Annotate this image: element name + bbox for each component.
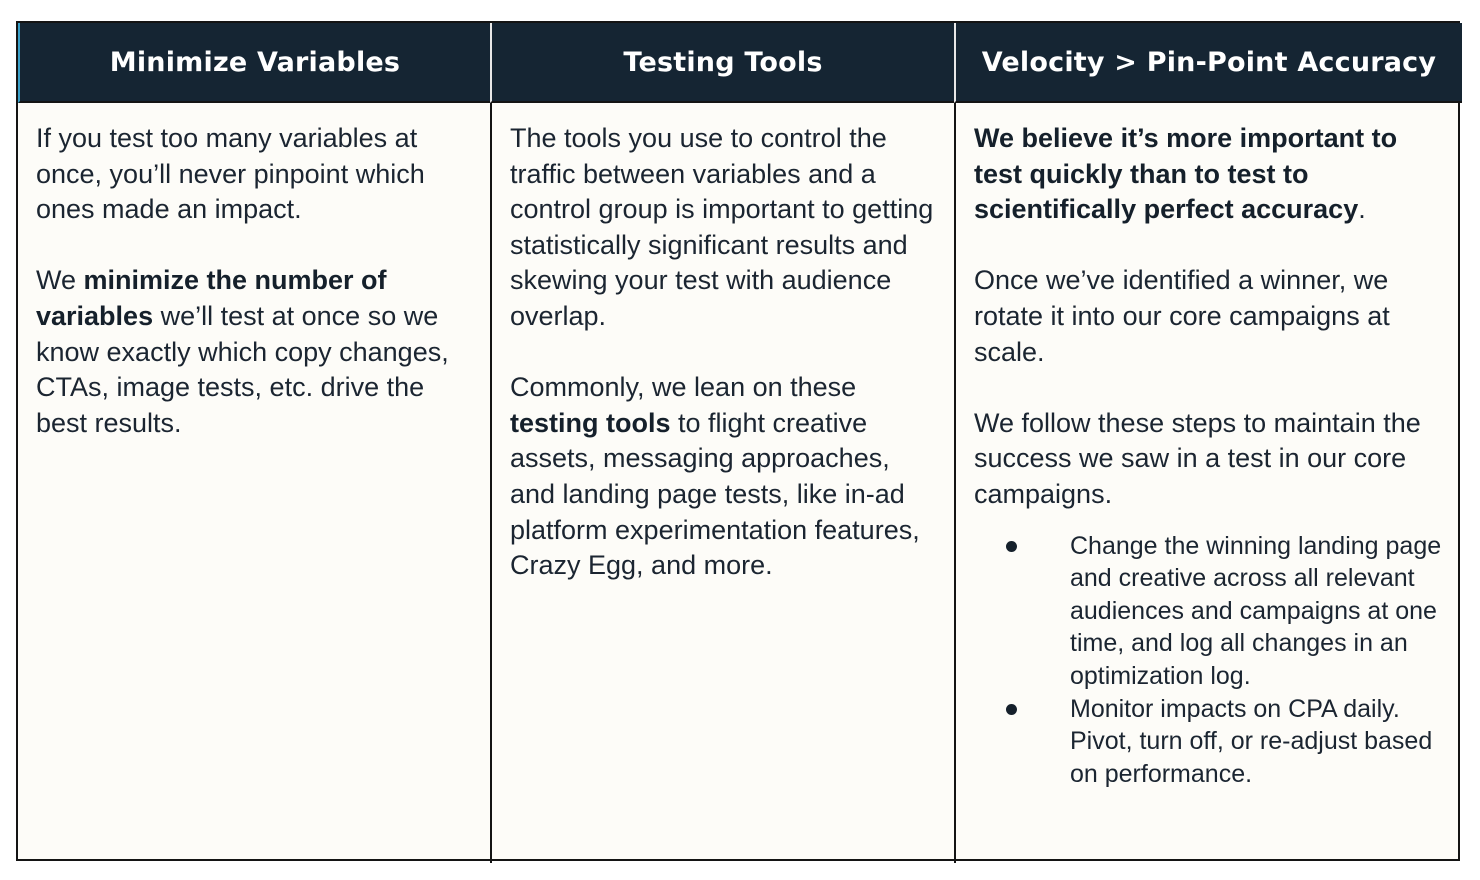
bold-text: testing tools [510, 407, 671, 438]
list-item-text: Change the winning landing page and creative across all relevant audiences and campaigns at one time, and log all changes in an optimization log. [1070, 531, 1442, 690]
paragraph: The tools you use to control the traffic between variables and a control group is important to getting statistically significant results and skewing your test with audience overlap. [510, 123, 934, 331]
bullet-list [974, 530, 1444, 791]
column-header-velocity: Velocity > Pin-Point Accuracy [954, 23, 1462, 103]
paragraph: We follow these steps to maintain the success we saw in a test in our core campaigns. [974, 407, 1421, 509]
column-header-minimize-variables: Minimize Variables [18, 23, 490, 103]
cell-velocity [954, 103, 1462, 863]
bold-text: minimize the number of variables [36, 265, 387, 331]
cell-testing-tools [490, 103, 954, 863]
paragraph [974, 121, 1444, 228]
bold-text: We believe it’s more important to test quickly than to test to scientifically perfect accuracy [974, 123, 1398, 225]
paragraph: Once we’ve identified a winner, we rotate it into our core campaigns at scale. [974, 265, 1390, 367]
text-run: Commonly, we lean on these [510, 372, 857, 403]
list-item [974, 693, 1444, 791]
text-run: to flight creative assets, messaging approaches, and landing page tests, like in-ad platform experimentation features, Crazy Egg, and more. [510, 407, 920, 581]
list-item [974, 530, 1444, 693]
text-run: . [1358, 194, 1366, 225]
bullet-icon [1006, 704, 1017, 715]
column-header-testing-tools: Testing Tools [490, 23, 954, 103]
bullet-icon [1006, 541, 1017, 552]
cell-minimize-variables [18, 103, 490, 863]
paragraph: If you test too many variables at once, you’ll never pinpoint which ones made an impact. [36, 123, 425, 225]
text-run: We [36, 265, 84, 296]
paragraph [510, 370, 936, 584]
list-item-text: Monitor impacts on CPA daily. Pivot, turn off, or re-adjust based on performance. [1070, 694, 1433, 788]
text-run: we’ll test at once so we know exactly which copy changes, CTAs, image tests, etc. drive the best results. [36, 300, 449, 438]
paragraph [36, 263, 472, 441]
comparison-table [16, 21, 1460, 861]
